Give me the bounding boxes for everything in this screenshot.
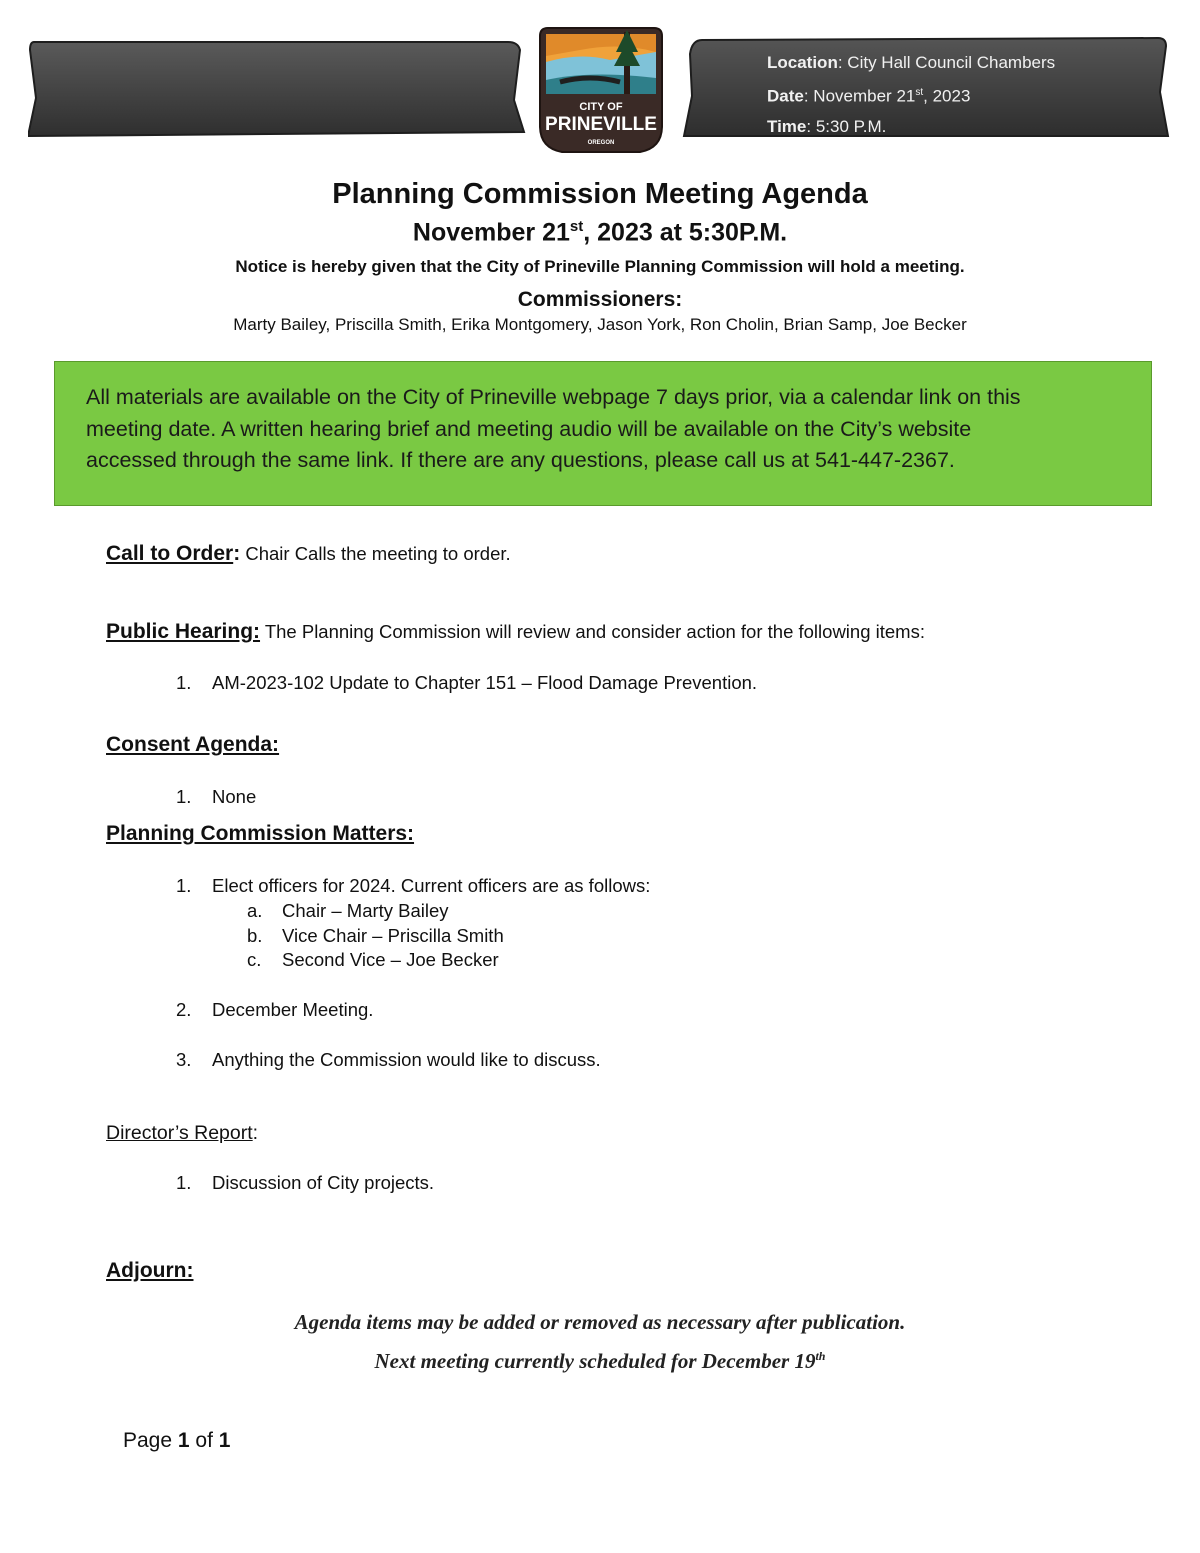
svg-text:PRINEVILLE: PRINEVILLE (545, 114, 657, 135)
list-item: 1. AM-2023-102 Update to Chapter 151 – Flood Damage Prevention. (176, 672, 758, 693)
city-of-prineville-logo (520, 22, 682, 162)
svg-text:CITY OF: CITY OF (579, 101, 623, 113)
materials-info-box (54, 361, 1152, 506)
adjourn-section (106, 1259, 193, 1283)
directors-report-section: Director’s Report: (106, 1122, 259, 1144)
list-item: 3. Anything the Commission would like to discuss. (176, 1049, 601, 1070)
time-line: Time: 5:30 P.M. (767, 116, 887, 136)
location-line: Location: City Hall Council Chambers (767, 53, 1056, 72)
commissioners-heading: Commissioners: (517, 288, 683, 311)
list-item: 1. Elect officers for 2024. Current officers are as follows: (176, 875, 651, 896)
public-hearing-text: The Planning Commission will review and consider action for the following items: (260, 621, 925, 642)
matters-heading: Planning Commission Matters: (106, 822, 415, 845)
page-number: Page 1 of 1 (123, 1429, 231, 1452)
meeting-info (767, 48, 1055, 142)
list-item: 1. Discussion of City projects. (176, 1172, 435, 1193)
info-line: All materials are available on the City of Prineville webpage 7 days prior, via a calendar link on this (86, 385, 1021, 409)
public-hearing-heading: Public Hearing: (106, 620, 261, 643)
header-banner-left (28, 40, 526, 138)
matters-section (106, 822, 414, 846)
next-meeting-note: Next meeting currently scheduled for December 19th (374, 1349, 826, 1373)
info-line: accessed through the same link. If there are any questions, please call us at 541-447-2367. (86, 448, 955, 472)
call-to-order-section: Call to Order: Chair Calls the meeting to order. (106, 542, 511, 565)
adjourn-heading: Adjourn: (106, 1259, 194, 1282)
meeting-notice: Notice is hereby given that the City of Prineville Planning Commission will hold a meeting. (235, 257, 965, 276)
svg-text:OREGON: OREGON (587, 140, 615, 146)
list-item: 1. None (176, 786, 257, 807)
call-to-order-heading: Call to Order (106, 542, 234, 565)
consent-agenda-section (106, 733, 279, 757)
directors-report-heading: Director’s Report (106, 1122, 253, 1144)
meeting-datetime: November 21st, 2023 at 5:30P.M. (412, 218, 788, 247)
page-title: Planning Commission Meeting Agenda (332, 178, 868, 210)
call-to-order-text: Chair Calls the meeting to order. (240, 543, 511, 564)
officer-item: b. Vice Chair – Priscilla Smith (247, 925, 504, 946)
commissioners-list: Marty Bailey, Priscilla Smith, Erika Montgomery, Jason York, Ron Cholin, Brian Samp, Joe Becker (233, 315, 967, 334)
header-banner-right (680, 36, 1170, 140)
officer-item: c. Second Vice – Joe Becker (247, 949, 499, 970)
consent-agenda-heading: Consent Agenda: (106, 733, 280, 756)
date-line: Date: November 21st, 2023 (767, 86, 971, 106)
officer-item: a. Chair – Marty Bailey (247, 900, 449, 921)
public-hearing-section (106, 620, 925, 644)
list-item: 2. December Meeting. (176, 999, 374, 1020)
footer-note: Agenda items may be added or removed as necessary after publication. (294, 1310, 906, 1334)
info-line: meeting date. A written hearing brief and meeting audio will be available on the City’s website (86, 416, 972, 441)
